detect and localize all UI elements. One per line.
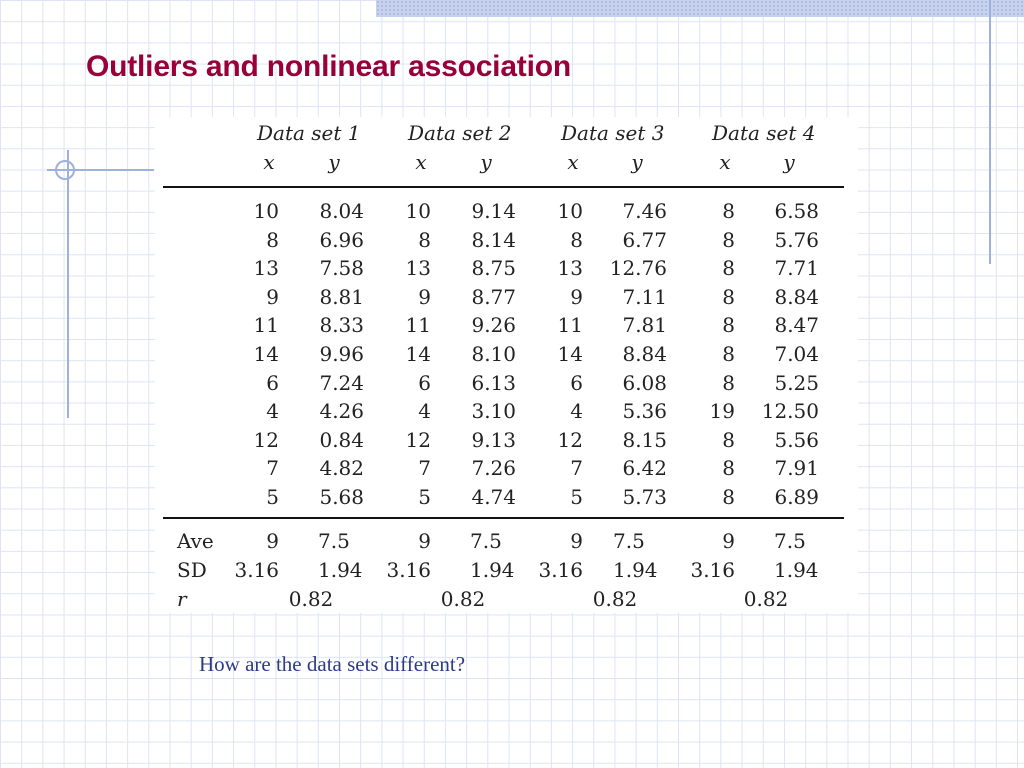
y-value-cell: 6.42 (622, 456, 667, 481)
y-value-cell: 6.58 (774, 199, 819, 223)
average-y: 7.5 (613, 529, 645, 553)
x-value-cell: 10 (253, 199, 279, 223)
average-y: 7.5 (318, 529, 350, 553)
x-value-cell: 8 (570, 227, 583, 252)
y-value-cell: 4.26 (319, 399, 364, 424)
dataset-name: Data set 1 (257, 121, 361, 145)
y-value-cell: 3.10 (471, 399, 516, 424)
y-value-cell: 8.04 (319, 199, 364, 223)
y-value-cell: 8.10 (471, 342, 516, 366)
sd-y: 1.94 (613, 558, 658, 582)
average-x: 9 (722, 529, 735, 553)
x-value-cell: 12 (557, 427, 583, 452)
x-value-cell: 13 (405, 256, 431, 281)
x-value-cell: 10 (557, 199, 583, 223)
y-value-cell: 12.50 (761, 399, 819, 424)
x-value-cell: 8 (722, 227, 735, 252)
y-value-cell: 8.84 (622, 342, 667, 366)
y-column-label: y (480, 150, 492, 174)
sd-x: 3.16 (690, 558, 735, 582)
y-value-cell: 7.24 (319, 370, 364, 395)
sd-y: 1.94 (774, 558, 819, 582)
x-value-cell: 8 (722, 256, 735, 281)
y-value-cell: 8.81 (319, 284, 364, 309)
x-column-label: x (567, 150, 579, 174)
y-value-cell: 5.36 (622, 399, 667, 424)
x-value-cell: 6 (266, 370, 279, 395)
x-value-cell: 6 (570, 370, 583, 395)
x-value-cell: 5 (266, 485, 279, 509)
decorative-vertical-line-left (67, 150, 69, 418)
summary-label-sd: SD (177, 558, 207, 582)
x-value-cell: 8 (722, 485, 735, 509)
y-value-cell: 8.14 (471, 227, 516, 252)
table-header-rule (163, 186, 844, 188)
y-value-cell: 9.14 (471, 199, 516, 223)
sd-x: 3.16 (234, 558, 279, 582)
x-value-cell: 6 (418, 370, 431, 395)
x-value-cell: 7 (570, 456, 583, 481)
x-value-cell: 8 (722, 199, 735, 223)
y-value-cell: 8.75 (471, 256, 516, 281)
y-value-cell: 6.96 (319, 227, 364, 252)
discussion-question: How are the data sets different? (199, 652, 466, 676)
y-value-cell: 8.33 (319, 313, 364, 338)
y-value-cell: 7.11 (622, 284, 667, 309)
x-value-cell: 8 (722, 313, 735, 338)
summary-label-ave: Ave (177, 529, 214, 553)
y-value-cell: 6.89 (774, 485, 819, 509)
decorative-vertical-line-right (989, 0, 991, 264)
dataset-name: Data set 3 (561, 121, 665, 145)
sd-y: 1.94 (318, 558, 363, 582)
y-value-cell: 7.71 (774, 256, 819, 281)
y-value-cell: 7.58 (319, 256, 364, 281)
decorative-circle-icon (55, 160, 75, 180)
x-value-cell: 8 (722, 284, 735, 309)
x-value-cell: 11 (405, 313, 431, 338)
y-value-cell: 6.08 (622, 370, 667, 395)
x-value-cell: 9 (570, 284, 583, 309)
decorative-top-band (376, 0, 1024, 17)
x-value-cell: 10 (405, 199, 431, 223)
y-value-cell: 6.13 (471, 370, 516, 395)
y-value-cell: 4.74 (471, 485, 516, 509)
average-x: 9 (266, 529, 279, 553)
y-value-cell: 5.56 (774, 427, 819, 452)
x-value-cell: 19 (709, 399, 735, 424)
y-value-cell: 6.77 (622, 227, 667, 252)
x-column-label: x (263, 150, 275, 174)
y-value-cell: 7.04 (774, 342, 819, 366)
x-value-cell: 9 (418, 284, 431, 309)
average-y: 7.5 (470, 529, 502, 553)
y-value-cell: 7.26 (471, 456, 516, 481)
x-value-cell: 14 (405, 342, 431, 366)
summary-label-r: r (177, 587, 187, 611)
x-value-cell: 4 (266, 399, 279, 424)
y-value-cell: 7.46 (622, 199, 667, 223)
x-value-cell: 8 (266, 227, 279, 252)
x-value-cell: 8 (722, 456, 735, 481)
y-value-cell: 12.76 (609, 256, 667, 281)
x-value-cell: 12 (253, 427, 279, 452)
x-value-cell: 8 (722, 342, 735, 366)
y-value-cell: 7.91 (774, 456, 819, 481)
x-value-cell: 12 (405, 427, 431, 452)
average-y: 7.5 (774, 529, 806, 553)
x-value-cell: 7 (266, 456, 279, 481)
table-summary-rule (163, 517, 844, 519)
y-value-cell: 9.26 (471, 313, 516, 338)
x-column-label: x (719, 150, 731, 174)
dataset-name: Data set 4 (712, 121, 816, 145)
x-value-cell: 11 (253, 313, 279, 338)
y-value-cell: 5.68 (319, 485, 364, 509)
y-value-cell: 0.84 (319, 427, 364, 452)
x-value-cell: 8 (418, 227, 431, 252)
y-value-cell: 9.96 (319, 342, 364, 366)
y-column-label: y (328, 150, 340, 174)
y-column-label: y (631, 150, 643, 174)
x-value-cell: 4 (418, 399, 431, 424)
dataset-name: Data set 2 (408, 121, 512, 145)
y-value-cell: 8.84 (774, 284, 819, 309)
average-x: 9 (418, 529, 431, 553)
x-value-cell: 14 (557, 342, 583, 366)
y-value-cell: 8.47 (774, 313, 819, 338)
x-value-cell: 5 (570, 485, 583, 509)
correlation-r: 0.82 (743, 587, 789, 611)
sd-x: 3.16 (386, 558, 431, 582)
sd-y: 1.94 (470, 558, 515, 582)
x-value-cell: 8 (722, 370, 735, 395)
sd-x: 3.16 (538, 558, 583, 582)
x-value-cell: 7 (418, 456, 431, 481)
x-value-cell: 11 (557, 313, 583, 338)
y-value-cell: 9.13 (471, 427, 516, 452)
y-value-cell: 8.77 (471, 284, 516, 309)
y-value-cell: 5.25 (774, 370, 819, 395)
correlation-r: 0.82 (440, 587, 486, 611)
x-value-cell: 13 (253, 256, 279, 281)
slide-title: Outliers and nonlinear association (86, 50, 571, 83)
y-column-label: y (783, 150, 795, 174)
y-value-cell: 5.73 (622, 485, 667, 509)
average-x: 9 (570, 529, 583, 553)
x-value-cell: 13 (557, 256, 583, 281)
x-value-cell: 4 (570, 399, 583, 424)
correlation-r: 0.82 (288, 587, 334, 611)
data-table (155, 117, 858, 613)
correlation-r: 0.82 (592, 587, 638, 611)
y-value-cell: 4.82 (319, 456, 364, 481)
y-value-cell: 7.81 (622, 313, 667, 338)
x-value-cell: 5 (418, 485, 431, 509)
x-value-cell: 8 (722, 427, 735, 452)
x-value-cell: 9 (266, 284, 279, 309)
x-column-label: x (415, 150, 427, 174)
x-value-cell: 14 (253, 342, 279, 366)
y-value-cell: 8.15 (622, 427, 667, 452)
y-value-cell: 5.76 (774, 227, 819, 252)
